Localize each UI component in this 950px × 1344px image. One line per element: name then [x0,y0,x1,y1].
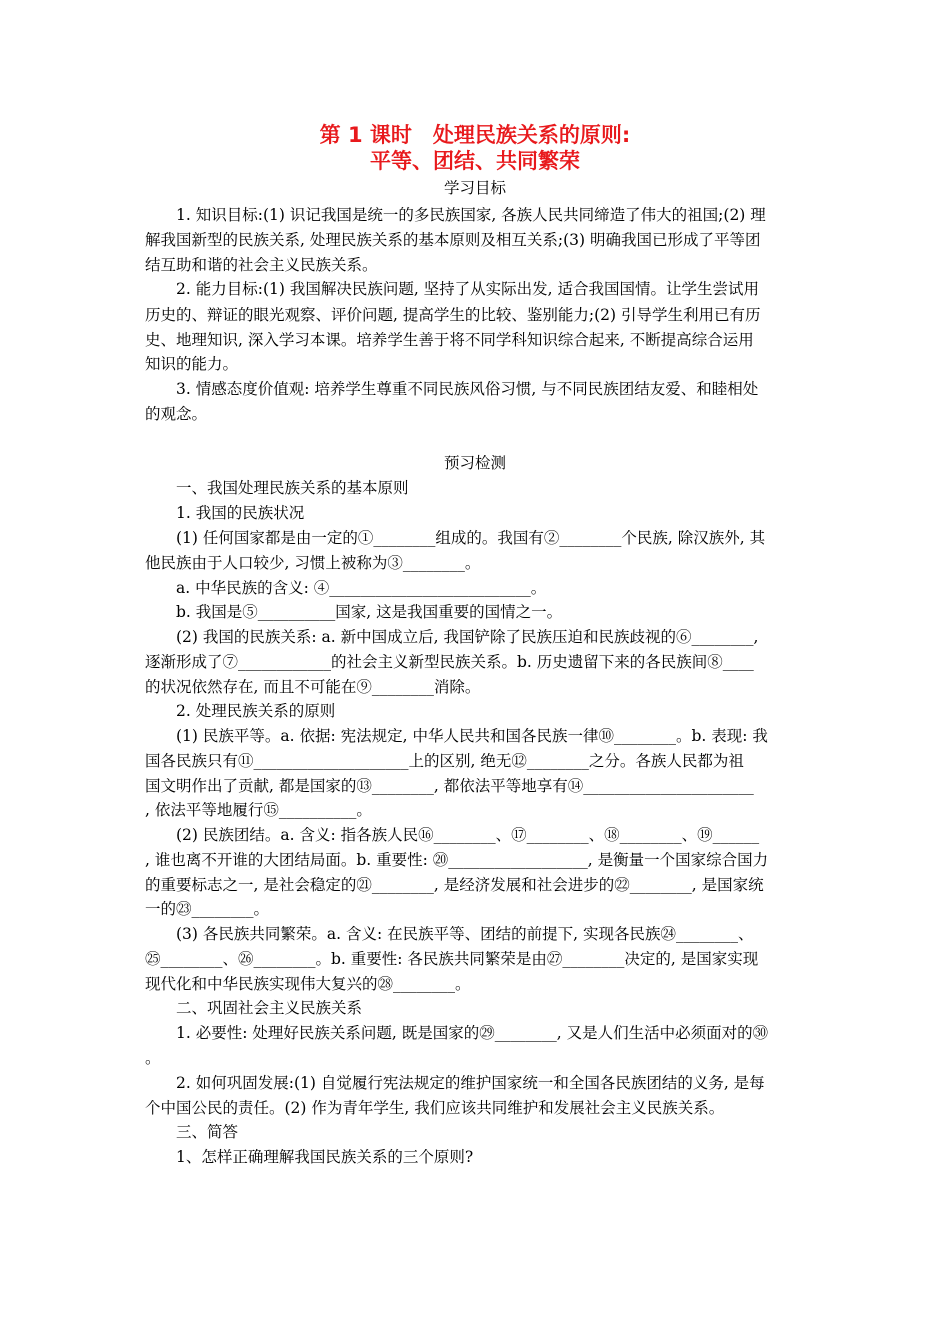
lesson-subtitle: 平等、团结、共同繁荣 [370,149,580,173]
goal-paragraph-line: 的观念。 [145,405,208,423]
fill-blank-line: (3) 各民族共同繁荣。a. 含义: 在民族平等、团结的前提下, 实现各民族㉔________、 [176,925,754,943]
fill-blank-line: , 依法平等地履行⑮__________。 [145,801,372,819]
goal-paragraph-line: 2. 能力目标:(1) 我国解决民族问题, 坚持了从实际出发, 适合我国国情。让学生尝试用 [176,280,760,298]
fill-blank-line: (2) 我国的民族关系: a. 新中国成立后, 我国铲除了民族压迫和民族歧视的⑥________, [176,628,759,646]
heading-one: 一、我国处理民族关系的基本原则 [176,479,409,497]
fill-blank-line: 的状况依然存在, 而且不可能在⑨________消除。 [145,678,481,696]
goal-paragraph-line: 知识的能力。 [145,355,239,373]
short-answer-question: 1、怎样正确理解我国民族关系的三个原则? [176,1148,474,1166]
goal-paragraph-line: 史、地理知识, 深入学习本课。培养学生善于将不同学科知识综合起来, 不断提高综合运用 [145,331,754,349]
lesson-title: 第 1 课时 处理民族关系的原则: [319,123,631,147]
goal-paragraph-line: 解我国新型的民族关系, 处理民族关系的基本原则及相互关系;(3) 明确我国已形成了平等团 [145,231,761,249]
heading-three: 三、简答 [176,1123,239,1141]
section-heading-goals: 学习目标 [443,179,506,197]
goal-paragraph-line: 结互助和谐的社会主义民族关系。 [145,256,378,274]
paragraph-line: 2. 如何巩固发展:(1) 自觉履行宪法规定的维护国家统一和全国各民族团结的义务, 是每 [176,1074,765,1092]
paragraph-line: 个中国公民的责任。(2) 作为青年学生, 我们应该共同维护和发展社会主义民族关系。 [145,1099,725,1117]
fill-blank-line: b. 我国是⑤__________国家, 这是我国重要的国情之一。 [176,603,563,621]
fill-blank-line: (1) 民族平等。a. 依据: 宪法规定, 中华人民共和国各民族一律⑩________。b. 表现: 我 [176,727,768,745]
section-heading-preview: 预习检测 [443,454,506,472]
fill-blank-line: 国文明作出了贡献, 都是国家的⑬________, 都依法平等地享有⑭______________________ [145,777,754,795]
fill-blank-line: 他民族由于人口较少, 习惯上被称为③________。 [145,554,481,572]
fill-blank-line: a. 中华民族的含义: ④__________________________。 [176,579,547,597]
fill-blank-line: 逐渐形成了⑦____________的社会主义新型民族关系。b. 历史遗留下来的各民族间⑧____ [145,653,754,671]
fill-blank-line: 。 [145,1049,161,1067]
fill-blank-line: (2) 民族团结。a. 含义: 指各族人民⑯________、⑰________、⑱________、⑲______ [176,826,760,844]
fill-blank-line: (1) 任何国家都是由一定的①________组成的。我国有②________个民族, 除汉族外, 其 [176,529,766,547]
fill-blank-line: , 谁也离不开谁的大团结局面。b. 重要性: ⑳__________________, 是衡量一个国家综合国力 [145,851,769,869]
goal-paragraph-line: 历史的、辩证的眼光观察、评价问题, 提高学生的比较、鉴别能力;(2) 引导学生利用已有历 [145,306,761,324]
heading-two: 二、巩固社会主义民族关系 [176,999,363,1017]
fill-blank-line: 现代化和中华民族实现伟大复兴的㉘________。 [145,975,471,993]
fill-blank-line: 国各民族只有⑪____________________上的区别, 绝无⑫________之分。各族人民都为祖 [145,752,744,770]
fill-blank-line: ㉕________、㉖________。b. 重要性: 各民族共同繁荣是由㉗________决定的, 是国家实现 [145,950,759,968]
subheading: 2. 处理民族关系的原则 [176,702,336,720]
goal-paragraph-line: 3. 情感态度价值观: 培养学生尊重不同民族风俗习惯, 与不同民族团结友爱、和睦相处 [176,380,759,398]
fill-blank-line: 1. 必要性: 处理好民族关系问题, 既是国家的㉙________, 又是人们生活中必须面对的㉚ [176,1024,769,1042]
fill-blank-line: 一的㉓________。 [145,900,270,918]
fill-blank-line: 的重要标志之一, 是社会稳定的㉑________, 是经济发展和社会进步的㉒________, 是国家统 [145,876,764,894]
goal-paragraph-line: 1. 知识目标:(1) 识记我国是统一的多民族国家, 各族人民共同缔造了伟大的祖国;(2) 理 [176,206,766,224]
subheading: 1. 我国的民族状况 [176,504,305,522]
